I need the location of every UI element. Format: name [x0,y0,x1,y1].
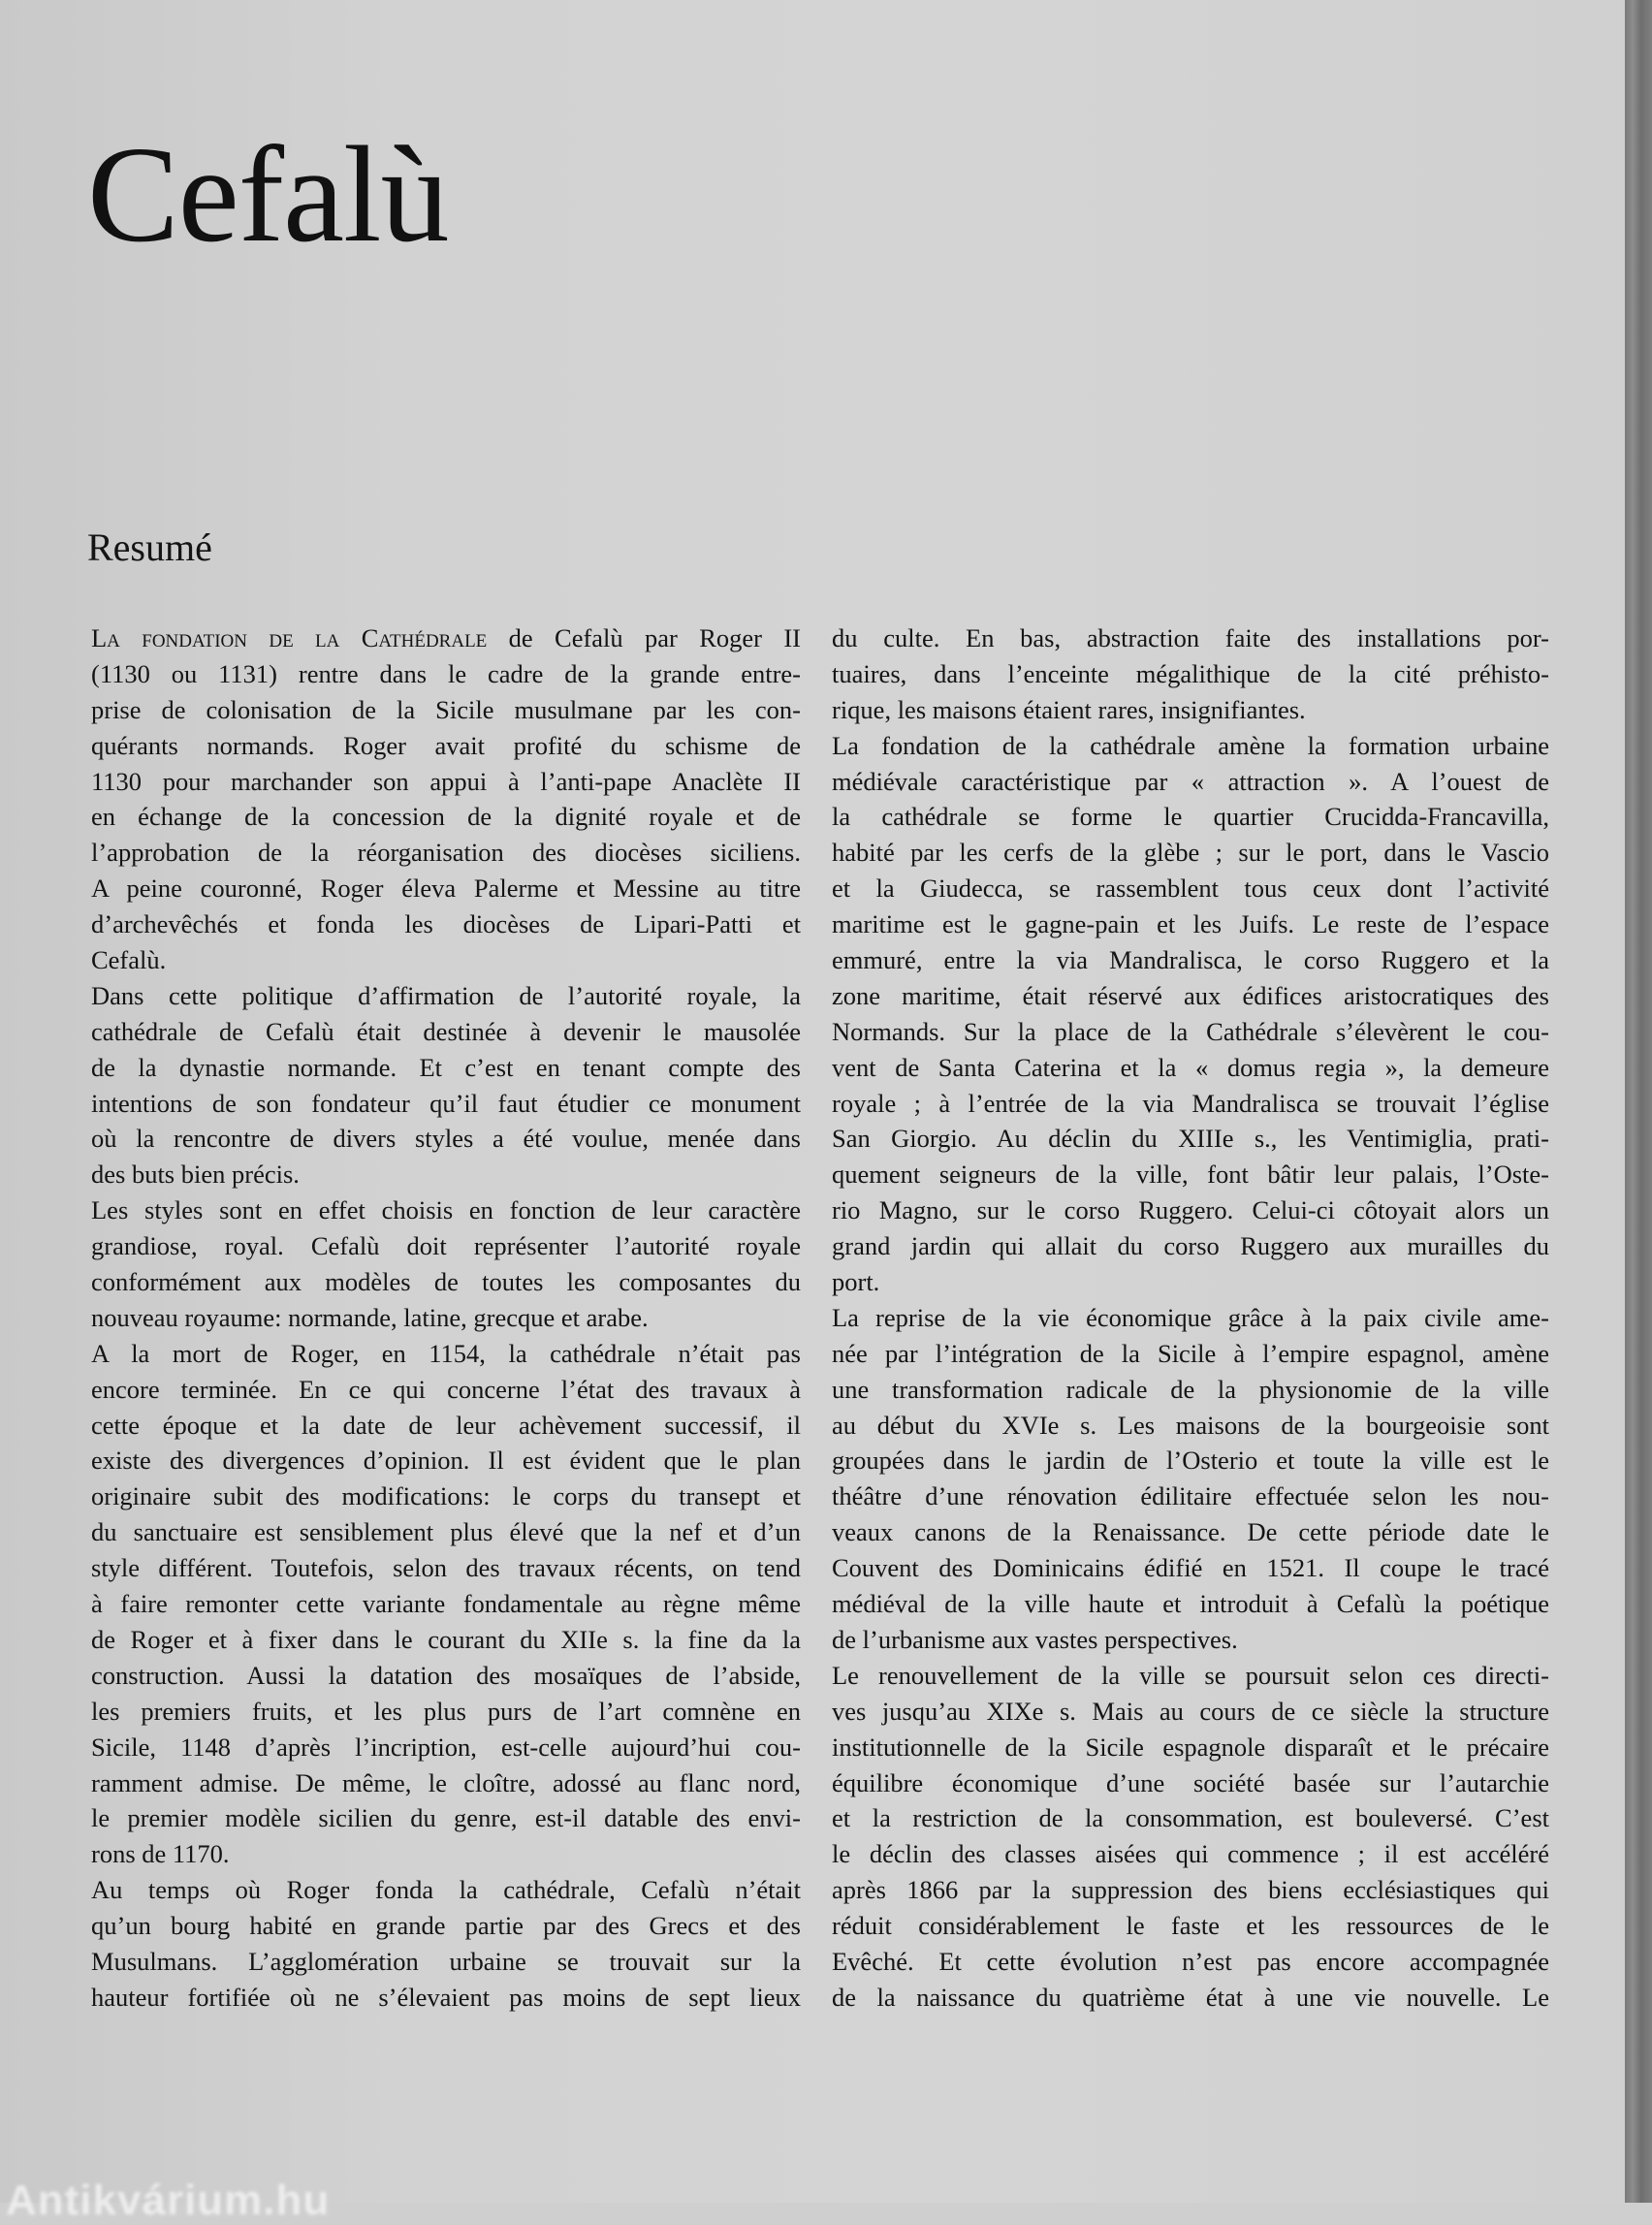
text-line: Musulmans. L’agglomération urbaine se trouvait sur la [91,1946,801,1976]
text-line: rio Magno, sur le corso Ruggero. Celui-ci côtoyait alors un [832,1195,1549,1225]
text-line: l’approbation de la réorganisation des diocèses siciliens. [91,838,801,868]
text-line: Le renouvellement de la ville se poursuit selon ces directi- [832,1660,1549,1690]
text-line: et la Giudecca, se rassemblent tous ceux dont l’activité [832,874,1549,904]
text-line: du sanctuaire est sensiblement plus élevé que la nef et d’un [91,1517,801,1547]
text-line: une transformation radicale de la physionomie de la ville [832,1374,1549,1404]
text-line: grand jardin qui allait du corso Ruggero aux murailles du [832,1231,1549,1261]
text-line: Sicile, 1148 d’après l’incription, est-celle aujourd’hui cou- [91,1732,801,1762]
text-line: Evêché. Et cette évolution n’est pas encore accompagnée [832,1946,1549,1976]
text-line: La fondation de la Cathédrale de Cefalù par Roger II [91,623,801,652]
text-line: équilibre économique d’une société basée sur l’autarchie [832,1767,1549,1797]
text-line: zone maritime, était réservé aux édifices aristocratiques des [832,980,1549,1010]
text-line: cathédrale de Cefalù était destinée à devenir le mausolée [91,1016,801,1046]
watermark: Antikvárium.hu [6,2177,331,2224]
text-line: Au temps où Roger fonda la cathédrale, Cefalù n’était [91,1875,801,1905]
text-column-left [91,620,801,2016]
text-line: de la naissance du quatrième état à une vie nouvelle. Le [832,1982,1549,2012]
text-line: et la restriction de la consommation, est bouleversé. C’est [832,1803,1549,1833]
text-line: Les styles sont en effet choisis en fonction de leur caractère [91,1195,801,1225]
text-line: originaire subit des modifications: le corps du transept et [91,1481,801,1511]
text-line: construction. Aussi la datation des mosaïques de l’abside, [91,1660,801,1690]
lead-in-smallcaps: La fondation de la Cathédrale [91,623,488,652]
text-line: née par l’intégration de la Sicile à l’empire espagnol, amène [832,1338,1549,1368]
text-line: de l’urbanisme aux vastes perspectives. [832,1624,1238,1654]
text-line: des buts bien précis. [91,1160,300,1190]
text-line: habité par les cerfs de la glèbe ; sur le port, dans le Vascio [832,838,1549,868]
text-line: les premiers fruits, et les plus purs de l’art comnène en [91,1696,801,1726]
text-line: Cefalù. [91,945,167,975]
text-line: après 1866 par la suppression des biens ecclésiastiques qui [832,1875,1549,1905]
text-line: San Giorgio. Au déclin du XIIIe s., les Ventimiglia, prati- [832,1124,1549,1154]
text-line: institutionnelle de la Sicile espagnole disparaît et le précaire [832,1732,1549,1762]
text-line: la cathédrale se forme le quartier Crucidda-Francavilla, [832,802,1549,832]
text-line: théâtre d’une rénovation édilitaire effectuée selon les nou- [832,1481,1549,1511]
text-line: intentions de son fondateur qu’il faut étudier ce monument [91,1088,801,1118]
text-line: réduit considérablement le faste et les ressources de le [832,1911,1549,1941]
text-line: emmuré, entre la via Mandralisca, le corso Ruggero et la [832,945,1549,975]
text-line: tuaires, dans l’enceinte mégalithique de la cité préhisto- [832,658,1549,688]
text-line: rique, les maisons étaient rares, insignifiantes. [832,694,1306,724]
text-line: royale ; à l’entrée de la via Mandralisca se trouvait l’église [832,1088,1549,1118]
text-line: rons de 1170. [91,1839,230,1869]
text-line: où la rencontre de divers styles a été voulue, menée dans [91,1124,801,1154]
book-page-edge [1625,0,1652,2203]
text-line: nouveau royaume: normande, latine, grecque et arabe. [91,1302,649,1332]
text-line: maritime est le gagne-pain et les Juifs. Le reste de l’espace [832,909,1549,939]
text-line: à faire remonter cette variante fondamentale au règne même [91,1589,801,1619]
text-line: Dans cette politique d’affirmation de l’autorité royale, la [91,980,801,1010]
text-line: grandiose, royal. Cefalù doit représenter l’autorité royale [91,1231,801,1261]
text-line: ramment admise. De même, le cloître, adossé au flanc nord, [91,1767,801,1797]
text-line: groupées dans le jardin de l’Osterio et toute la ville est le [832,1446,1549,1476]
text-line: La reprise de la vie économique grâce à la paix civile ame- [832,1302,1549,1332]
text-line: hauteur fortifiée où ne s’élevaient pas moins de sept lieux [91,1982,801,2012]
text-line: le premier modèle sicilien du genre, est-il datable des envi- [91,1803,801,1833]
section-heading-resume: Resumé [87,525,212,569]
text-line: de la dynastie normande. Et c’est en tenant compte des [91,1052,801,1082]
text-line: A peine couronné, Roger éleva Palerme et Messine au titre [91,874,801,904]
text-line: existe des divergences d’opinion. Il est évident que le plan [91,1446,801,1476]
text-line: médiéval de la ville haute et introduit à Cefalù la poétique [832,1589,1549,1619]
text-line: de Roger et à fixer dans le courant du XIIe s. la fine da la [91,1624,801,1654]
text-column-right [832,620,1549,2016]
text-line: (1130 ou 1131) rentre dans le cadre de la grande entre- [91,658,801,688]
text-line: 1130 pour marchander son appui à l’anti-pape Anaclète II [91,766,801,796]
text-line: ves jusqu’au XIXe s. Mais au cours de ce siècle la structure [832,1696,1549,1726]
text-line: port. [832,1267,880,1297]
page-title: Cefalù [87,117,449,270]
text-line: Couvent des Dominicains édifié en 1521. Il coupe le tracé [832,1553,1549,1583]
text-line: du culte. En bas, abstraction faite des installations por- [832,623,1549,652]
text-line: veaux canons de la Renaissance. De cette période date le [832,1517,1549,1547]
text-line: cette époque et la date de leur achèvement successif, il [91,1410,801,1440]
text-line: A la mort de Roger, en 1154, la cathédrale n’était pas [91,1338,801,1368]
text-line: style différent. Toutefois, selon des travaux récents, on tend [91,1553,801,1583]
text-line: quement seigneurs de la ville, font bâtir leur palais, l’Oste- [832,1160,1549,1190]
text-line: le déclin des classes aisées qui commence ; il est accéléré [832,1839,1549,1869]
text-line: quérants normands. Roger avait profité du schisme de [91,730,801,760]
text-line: au début du XVIe s. Les maisons de la bourgeoisie sont [832,1410,1549,1440]
text-line: d’archevêchés et fonda les diocèses de Lipari-Patti et [91,909,801,939]
text-line: encore terminée. En ce qui concerne l’état des travaux à [91,1374,801,1404]
text-line: en échange de la concession de la dignité royale et de [91,802,801,832]
text-line: prise de colonisation de la Sicile musulmane par les con- [91,694,801,724]
text-line: vent de Santa Caterina et la « domus regia », la demeure [832,1052,1549,1082]
text-line: qu’un bourg habité en grande partie par des Grecs et des [91,1911,801,1941]
text-line: La fondation de la cathédrale amène la formation urbaine [832,730,1549,760]
text-line: conformément aux modèles de toutes les composantes du [91,1267,801,1297]
text-line: Normands. Sur la place de la Cathédrale s’élevèrent le cou- [832,1016,1549,1046]
text-line: médiévale caractéristique par « attraction ». A l’ouest de [832,766,1549,796]
